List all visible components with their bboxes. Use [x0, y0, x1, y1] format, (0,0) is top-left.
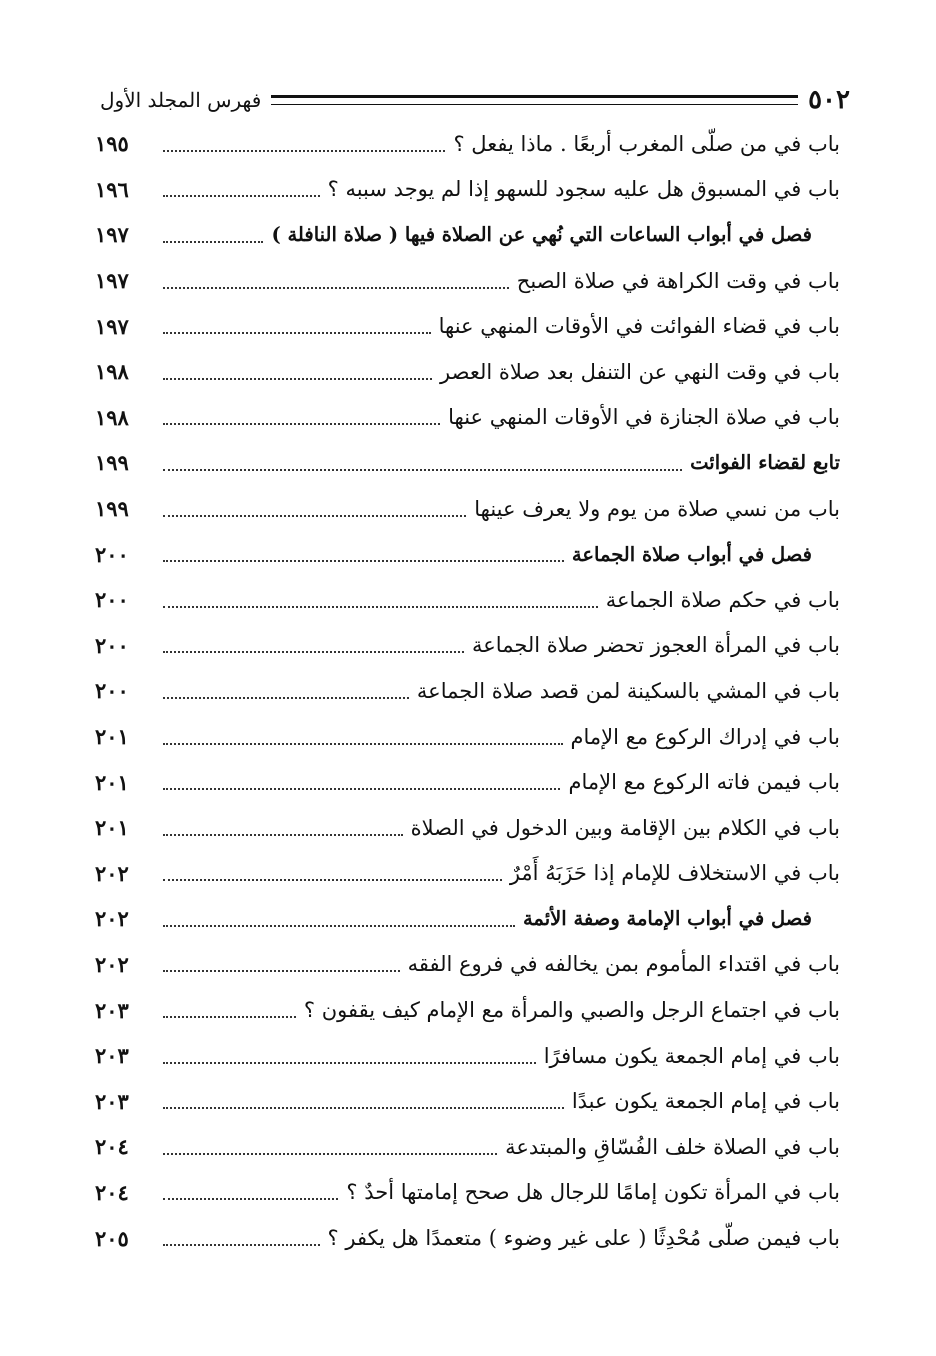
entry-title: باب فيمن فاته الركوع مع الإمام [568, 770, 840, 795]
toc-entry [95, 486, 840, 532]
entry-page-number: ١٩٦ [95, 176, 129, 202]
toc-entry [95, 987, 840, 1033]
entry-title: باب في صلاة الجنازة في الأوقات المنهي عنها [448, 405, 840, 430]
entry-title: باب في إدراك الركوع مع الإمام [570, 724, 840, 749]
entry-title: باب في وقت الكراهة في صلاة الصبح [516, 268, 840, 293]
entry-title: فصل في أبواب صلاة الجماعة [571, 542, 812, 566]
toc-entry [95, 805, 840, 851]
entry-title: باب في المسبوق هل عليه سجود للسهو إذا لم يوجد سببه ؟ [327, 177, 840, 202]
entry-title: باب من نسي صلاة من يوم ولا يعرف عينها [474, 496, 840, 521]
entry-title: باب في حكم صلاة الجماعة [605, 587, 840, 612]
dot-leader [163, 651, 464, 653]
entry-title: باب في من صلّى المغرب أربعًا . ماذا يفعل ؟ [453, 131, 840, 156]
dot-leader [163, 469, 682, 471]
dot-leader [163, 1107, 564, 1109]
toc-entry [95, 577, 840, 623]
page-header [100, 82, 850, 118]
dot-leader [163, 1062, 536, 1064]
toc-entry [95, 121, 840, 167]
entry-page-number: ٢٠١ [95, 769, 129, 795]
toc-section-heading [95, 212, 840, 258]
toc-section-heading [95, 531, 840, 577]
toc-entry [95, 668, 840, 714]
entry-title: فصل في أبواب الإمامة وصفة الأئمة [522, 907, 812, 931]
entry-page-number: ٢٠١ [95, 815, 129, 841]
entry-title: باب في اجتماع الرجل والصبي والمرأة مع الإمام كيف يقفون ؟ [303, 998, 840, 1023]
toc-entry [95, 851, 840, 897]
dot-leader [163, 241, 263, 243]
dot-leader [163, 606, 598, 608]
toc-entry [95, 1078, 840, 1124]
entry-page-number: ٢٠٣ [95, 997, 129, 1023]
entry-title: باب في الكلام بين الإقامة وبين الدخول في الصلاة [410, 815, 840, 840]
entry-title: تابع لقضاء الفوائت [690, 451, 840, 475]
dot-leader [163, 378, 432, 380]
dot-leader [163, 515, 466, 517]
entry-page-number: ١٩٨ [95, 359, 129, 385]
entry-title: باب في إمام الجمعة يكون مسافرًا [543, 1043, 840, 1068]
entry-page-number: ٢٠٢ [95, 951, 129, 977]
dot-leader [163, 925, 515, 927]
toc-entry [95, 258, 840, 304]
entry-page-number: ٢٠٣ [95, 1043, 129, 1069]
entry-page-number: ١٩٩ [95, 450, 129, 476]
toc-entry [95, 714, 840, 760]
toc-entry [95, 623, 840, 669]
dot-leader [163, 697, 409, 699]
toc-entry [95, 349, 840, 395]
entry-page-number: ١٩٩ [95, 496, 129, 522]
entry-page-number: ١٩٥ [95, 131, 129, 157]
dot-leader [163, 332, 431, 334]
entry-page-number: ٢٠١ [95, 724, 129, 750]
entry-page-number: ١٩٧ [95, 313, 129, 339]
page-number: ٥٠٢ [808, 85, 850, 115]
entry-title: باب في وقت النهي عن التنفل بعد صلاة العصر [440, 359, 840, 384]
dot-leader [163, 879, 502, 881]
entry-title: باب في الصلاة خلف الفُسّاقِ والمبتدعة [505, 1134, 840, 1159]
entry-title: باب فيمن صلّى مُحْدِثًا ( على غير وضوء ) متعمدًا هل يكفر ؟ [327, 1226, 840, 1251]
dot-leader [163, 287, 509, 289]
dot-leader [163, 1198, 338, 1200]
toc-entry [95, 1033, 840, 1079]
dot-leader [163, 970, 400, 972]
entry-title: فصل في أبواب الساعات التي نُهي عن الصلاة فيها ( صلاة النافلة ) [271, 223, 812, 247]
entry-page-number: ٢٠٢ [95, 860, 129, 886]
entry-page-number: ٢٠٢ [95, 906, 129, 932]
entry-page-number: ٢٠٤ [95, 1134, 129, 1160]
entry-title: باب في إمام الجمعة يكون عبدًا [571, 1089, 840, 1114]
dot-leader [163, 1153, 497, 1155]
toc-entry [95, 759, 840, 805]
dot-leader [163, 423, 440, 425]
entry-page-number: ٢٠٠ [95, 541, 129, 567]
toc-entry [95, 1124, 840, 1170]
running-title: فهرس المجلد الأول [100, 88, 262, 112]
entry-title: باب في قضاء الفوائت في الأوقات المنهي عنها [438, 314, 840, 339]
entry-title: باب في المرأة العجوز تحضر صلاة الجماعة [472, 633, 840, 658]
toc-entry [95, 395, 840, 441]
toc-entry [95, 303, 840, 349]
entry-page-number: ٢٠٣ [95, 1088, 129, 1114]
dot-leader [163, 1244, 320, 1246]
dot-leader [163, 560, 564, 562]
entry-page-number: ٢٠٥ [95, 1225, 129, 1251]
entry-page-number: ١٩٧ [95, 268, 129, 294]
table-of-contents [95, 121, 840, 1261]
dot-leader [163, 743, 563, 745]
entry-title: باب في المرأة تكون إمامًا للرجال هل صحح إمامتها أحدٌ ؟ [346, 1180, 840, 1205]
header-rule [271, 95, 798, 105]
dot-leader [163, 1016, 296, 1018]
toc-entry [95, 1215, 840, 1261]
entry-title: باب في الاستخلاف للإمام إذا حَزَبَهُ أَمْرٌ [509, 861, 840, 886]
entry-page-number: ١٩٧ [95, 222, 129, 248]
entry-page-number: ٢٠٠ [95, 587, 129, 613]
dot-leader [163, 150, 445, 152]
toc-section-heading [95, 896, 840, 942]
dot-leader [163, 834, 403, 836]
entry-page-number: ٢٠٠ [95, 678, 129, 704]
entry-page-number: ٢٠٤ [95, 1179, 129, 1205]
toc-entry [95, 1170, 840, 1216]
toc-subheading [95, 440, 840, 486]
entry-page-number: ١٩٨ [95, 404, 129, 430]
entry-title: باب في المشي بالسكينة لمن قصد صلاة الجماعة [416, 678, 840, 703]
toc-entry [95, 167, 840, 213]
dot-leader [163, 788, 560, 790]
dot-leader [163, 195, 320, 197]
toc-entry [95, 942, 840, 988]
entry-title: باب في اقتداء المأموم بمن يخالفه في فروع الفقه [407, 952, 840, 977]
entry-page-number: ٢٠٠ [95, 632, 129, 658]
